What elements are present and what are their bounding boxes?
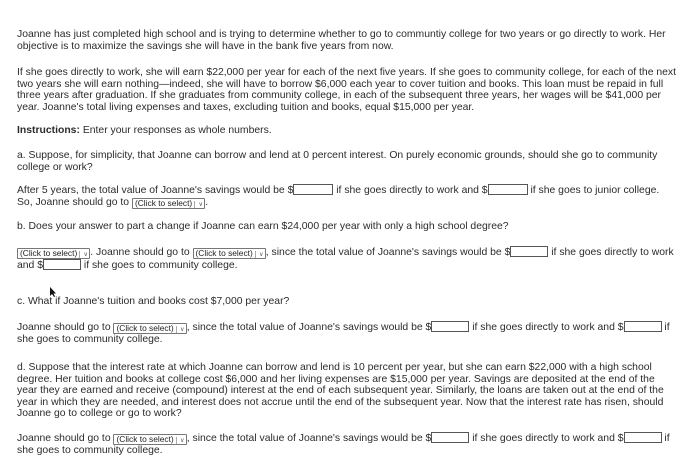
d-choice-select-label: (Click to select) [116, 434, 174, 444]
instructions-text: Enter your responses as whole numbers. [79, 125, 272, 136]
b-work-savings-input[interactable] [510, 246, 548, 257]
answer-b-text-4: if she goes to community college. [81, 260, 238, 271]
c-choice-select-label: (Click to select) [116, 323, 174, 333]
a-choice-select-label: (Click to select) [134, 197, 193, 208]
b-change-select-label: (Click to select) [20, 248, 78, 258]
answer-a-text-2: if she goes directly to work and $ [333, 185, 488, 196]
b-choice-select-label: (Click to select) [195, 248, 253, 258]
b-college-savings-input[interactable] [43, 259, 81, 270]
a-work-savings-input[interactable] [293, 184, 333, 195]
answer-c-text-2: , since the total value of Joanne's savings would be $ [186, 322, 432, 333]
b-change-select[interactable] [17, 248, 90, 259]
d-choice-select[interactable] [113, 434, 186, 445]
answer-b-text-1: . Joanne should go to [90, 247, 193, 258]
a-college-savings-input[interactable] [488, 184, 528, 195]
answer-a [17, 184, 677, 209]
b-choice-select[interactable] [193, 248, 266, 259]
c-choice-select[interactable] [113, 323, 186, 334]
chevron-down-icon: v [194, 201, 202, 208]
d-work-savings-input[interactable] [431, 432, 469, 443]
background-text: If she goes directly to work, she will earn $22,000 per year for each of the next five years. If she goes to community college, for each of the next two years she will earn nothing—indeed, she will have to borrow $6,000 each year to cover tuition and books. This loan must be repaid in full three years after graduation. If she graduates from community college, in each of the subsequent three years, her wages will be $41,000 per year. Joanne's total living expenses and taxes, excluding tuition and books, equal $15,000 per year. [17, 67, 676, 113]
answer-d [17, 432, 677, 457]
c-work-savings-input[interactable] [431, 321, 469, 332]
answer-a-text-1: After 5 years, the total value of Joanne's savings would be $ [17, 185, 294, 196]
question-c: c. What if Joanne's tuition and books cost $7,000 per year? [17, 296, 290, 307]
question-a: a. Suppose, for simplicity, that Joanne can borrow and lend at 0 percent interest. On purely economic grounds, should she go to community college or work? [17, 150, 658, 173]
chevron-down-icon: v [255, 251, 263, 258]
a-choice-select[interactable] [132, 198, 205, 209]
answer-d-text-1: Joanne should go to [17, 433, 114, 444]
chevron-down-icon: v [79, 251, 87, 258]
answer-d-text-4: if she goes to community college. [17, 433, 670, 456]
answer-d-text-3: if she goes directly to work and $ [469, 433, 624, 444]
question-d: d. Suppose that the interest rate at which Joanne can borrow and lend is 10 percent per year, but she can earn $22,000 with a high school degree. Her tuition and books at college cost $6,000 and her living expenses are $15,000 per year. Savings are deposited at the end of the year they are earned and receive (compound) interest at the end of each subsequent year. Similarly, the loans are taken out at the end of the year in which they are needed, and interest does not accrue until the end of the subsequent year. Now that the interest rate has risen, should Joanne go to college or go to work? [17, 362, 664, 420]
c-college-savings-input[interactable] [624, 321, 662, 332]
answer-c-text-1: Joanne should go to [17, 322, 114, 333]
intro-text: Joanne has just completed high school and is trying to determine whether to go to communtiy college for two years or go directly to work. Her objective is to maximize the savings she will have in the bank five years from now. [17, 29, 666, 52]
chevron-down-icon: v [176, 437, 184, 444]
answer-b [17, 246, 677, 272]
answer-d-text-2: , since the total value of Joanne's savings would be $ [186, 433, 432, 444]
question-b: b. Does your answer to part a change if Joanne can earn $24,000 per year with only a high school degree? [17, 221, 509, 232]
answer-a-text-4: . [205, 196, 209, 208]
answer-c-text-3: if she goes directly to work and $ [469, 322, 624, 333]
answer-c-text-4: if she goes to community college. [17, 322, 670, 345]
answer-a-text-3: if she goes to junior college. So, Joanne should go to [17, 185, 660, 208]
chevron-down-icon: v [176, 326, 184, 333]
instructions [17, 125, 677, 137]
answer-b-text-2: , since the total value of Joanne's savings would be $ [265, 247, 511, 258]
answer-c [17, 321, 677, 346]
instructions-label: Instructions: [17, 125, 80, 136]
d-college-savings-input[interactable] [624, 432, 662, 443]
answer-b-text-3: if she goes directly to work and $ [17, 247, 674, 271]
